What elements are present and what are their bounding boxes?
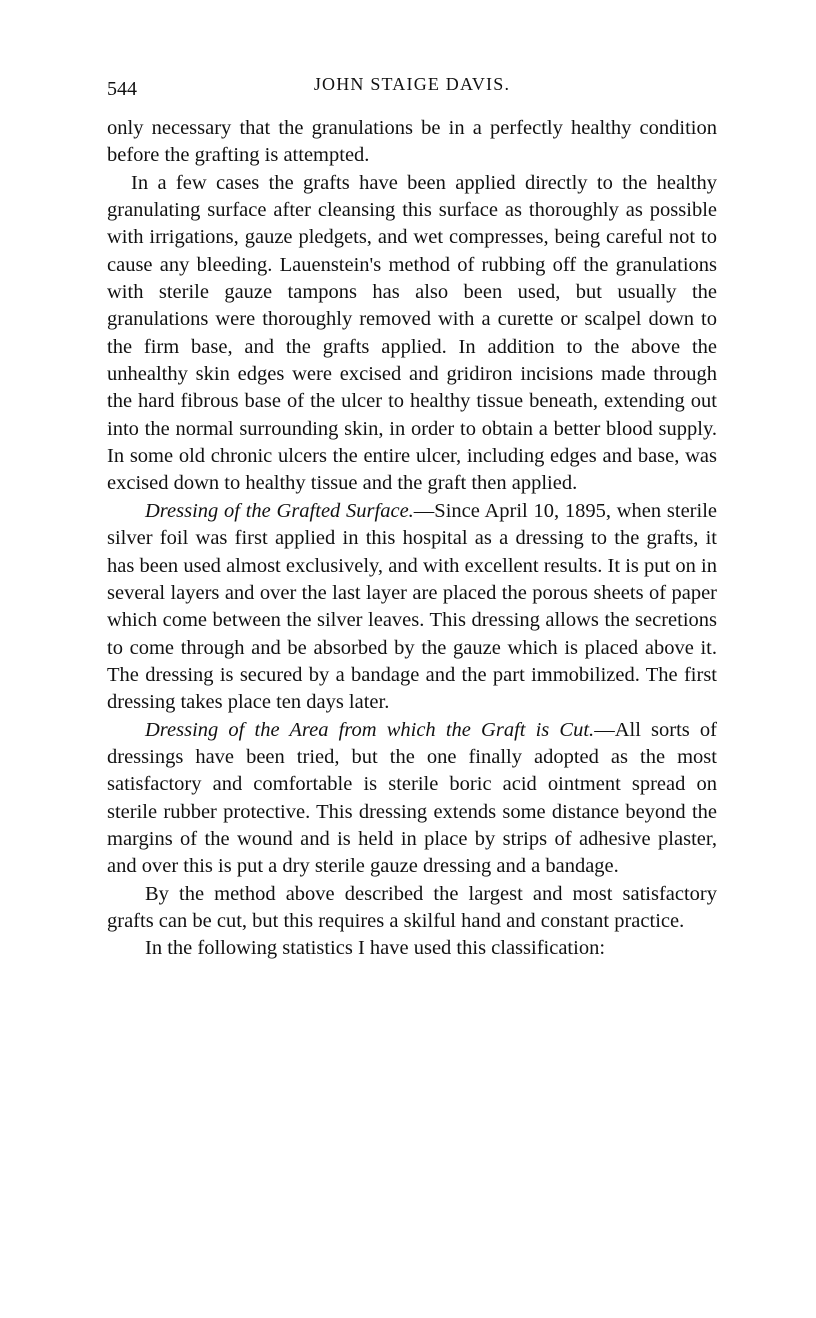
running-head: JOHN STAIGE DAVIS. bbox=[313, 74, 511, 94]
section-heading-dressing-donor-area: Dressing of the Area from which the Graft is Cut. bbox=[145, 718, 595, 741]
page-number: 544 bbox=[107, 78, 137, 100]
paragraph-method-summary: By the method above described the largest and most satisfactory grafts can be cut, but this requires a skilful hand and constant practice. bbox=[107, 882, 717, 932]
paragraph-classification-intro: In the following statistics I have used this classification: bbox=[145, 937, 606, 960]
page-header bbox=[107, 74, 717, 104]
paragraph-text: —All sorts of dressings have been tried, but the one finally adopted as the most satisfactory and comfortable is sterile boric acid ointment spread on sterile rubber protective. This dressing extends some distance beyond the margins of the wound and is held in place by strips of adhesive plaster, and over this is put a dry sterile gauze dressing and a bandage. bbox=[107, 718, 717, 878]
paragraph-text: —Since April 10, 1895, when sterile silver foil was first applied in this hospital as a dressing to the grafts, it has been used almost exclusively, and with excellent results. It is put on in several layers and over the last layer are placed the porous sheets of paper which come between the silver leaves. This dressing allows the secretions to come through and be absorbed by the gauze which is placed above it. The dressing is secured by a bandage and the part immobilized. The first dressing takes place ten days later. bbox=[107, 499, 717, 714]
paragraph-continued: only necessary that the granulations be in a perfectly healthy condition before the grafting is attempted. bbox=[107, 117, 717, 167]
paragraph-grafting-procedure: In a few cases the grafts have been applied directly to the healthy granulating surface after cleansing this surface as thoroughly as possible with irrigations, gauze pledgets, and wet compresses, being careful not to cause any bleeding. Lauenstein's method of rubbing off the granulations with sterile gauze tampons has also been used, but usually the granulations were thoroughly removed with a curette or scalpel down to the firm base, and the grafts applied. In addition to the above the unhealthy skin edges were excised and gridiron incisions made through the hard fibrous base of the ulcer to healthy tissue beneath, extending out into the normal surrounding skin, in order to obtain a better blood supply. In some old chronic ulcers the entire ulcer, including edges and base, was excised down to healthy tissue and the graft then applied. bbox=[107, 171, 717, 495]
paragraph-dressing-donor-area bbox=[107, 717, 717, 881]
book-page bbox=[107, 74, 717, 963]
paragraph-dressing-grafted-surface bbox=[107, 498, 717, 717]
body-text bbox=[107, 115, 717, 963]
section-heading-dressing-grafted-surface: Dressing of the Grafted Surface. bbox=[145, 499, 414, 522]
